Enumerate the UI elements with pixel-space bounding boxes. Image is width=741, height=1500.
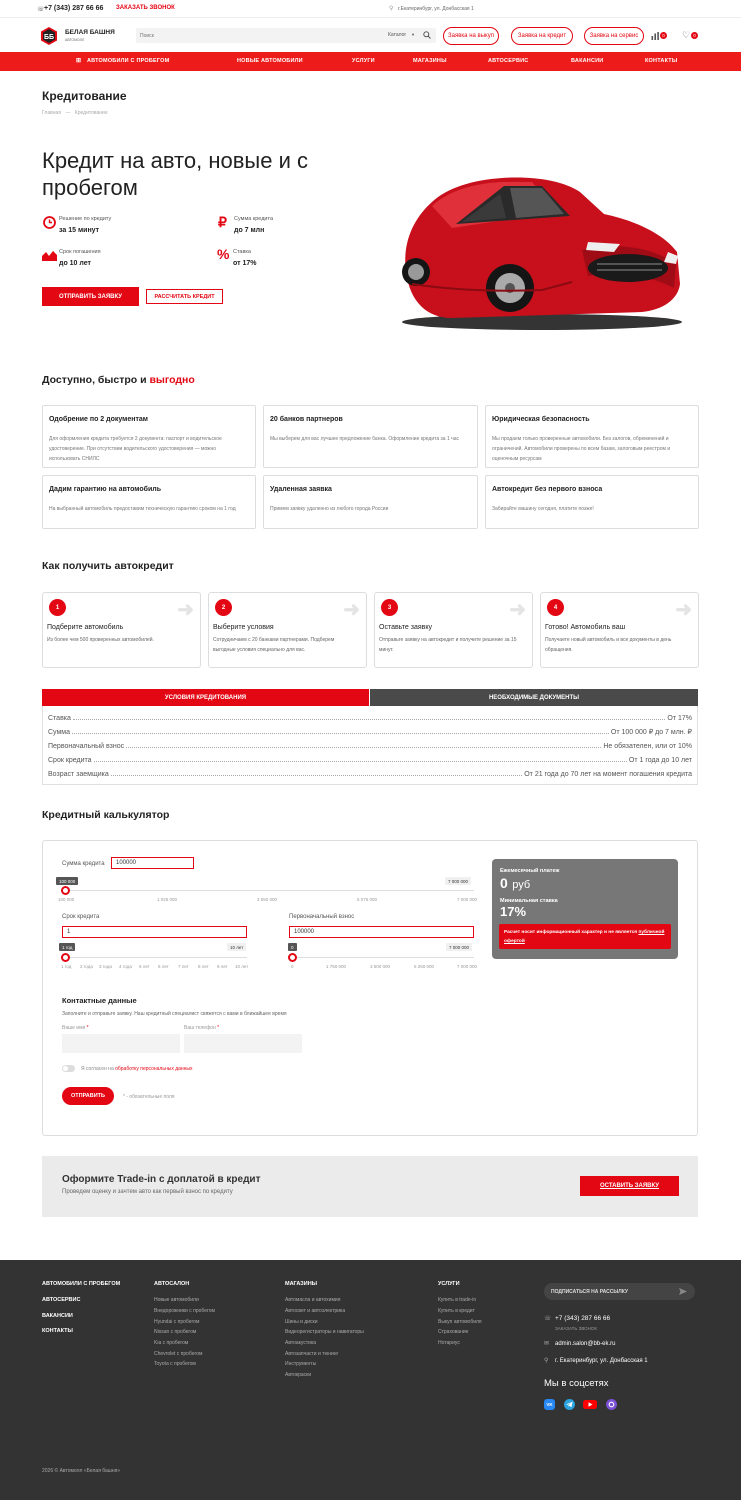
down-tick: 1 750 000 [326, 964, 347, 969]
feature-decision-label: Решение по кредиту [59, 216, 112, 222]
nav-new-cars[interactable]: НОВЫЕ АВТОМОБИЛИ [237, 58, 303, 64]
breadcrumb-current: Кредитование [74, 110, 108, 116]
nav-used-cars[interactable]: АВТОМОБИЛИ С ПРОБЕГОМ [87, 58, 170, 64]
sum-min-tag: 100 000 [56, 877, 78, 885]
tab-required-documents[interactable]: НЕОБХОДИМЫЕ ДОКУМЕНТЫ [370, 689, 698, 706]
sum-label: Сумма кредита [62, 861, 105, 867]
down-payment-input[interactable]: 100000 [289, 926, 474, 938]
footer-link[interactable]: Видеорегистраторы и навигаторы [285, 1329, 364, 1335]
breadcrumb [42, 110, 108, 116]
subscribe-label: ПОДПИСАТЬСЯ НА РАССЫЛКУ [551, 1289, 629, 1295]
footer-link[interactable]: Купить в trade-in [438, 1297, 477, 1303]
benefit-card-text: Забирайте машину сегодня, платите позже! [492, 506, 594, 512]
down-min-tag: 0 [288, 943, 297, 951]
vk-icon-text: VK [546, 1402, 553, 1407]
term-slider-handle[interactable] [61, 953, 70, 962]
heart-icon[interactable]: ♡ [682, 30, 691, 40]
benefit-card-title: Удаленная заявка [270, 486, 332, 493]
step-title: Готово! Автомобиль ваш [545, 624, 626, 631]
feature-term-value: до 10 лет [59, 260, 91, 267]
min-rate-label: Минимальная ставка [500, 898, 558, 904]
footer-link[interactable]: Hyundai с пробегом [154, 1319, 200, 1325]
footer-email[interactable]: admin.salon@bb-ek.ru [555, 1341, 616, 1347]
copyright: 2026 © Автомолл «Белая башня» [42, 1468, 121, 1474]
footer-link-contacts[interactable]: КОНТАКТЫ [42, 1328, 73, 1334]
vk-icon[interactable] [544, 1399, 555, 1410]
submit-button[interactable]: ОТПРАВИТЬ [62, 1087, 114, 1105]
monthly-payment-unit: руб [512, 879, 531, 891]
term-tick: 1 год [61, 964, 72, 969]
tradein-text: Проведем оценку и зачтем авто как первый взнос по кредиту [62, 1189, 233, 1195]
required-asterisk: * [86, 1025, 89, 1031]
public-offer-link[interactable]: публичной офертой [504, 930, 665, 944]
term-tick: 9 лет [217, 964, 228, 969]
step-text: Из более чем 500 проверенных автомобилей. [47, 637, 154, 643]
condition-row [48, 738, 692, 750]
term-tick: 6 лет [158, 964, 169, 969]
search-box [136, 28, 436, 43]
step-card [208, 592, 367, 668]
step-text: Отправьте заявку на автокредит и получите решение за 15 минут. [379, 637, 517, 653]
send-request-button[interactable]: ОТПРАВИТЬ ЗАЯВКУ [42, 287, 139, 306]
buyout-request-button[interactable]: Заявка на выкуп [443, 27, 499, 45]
logo-mark-text: ББ [43, 34, 55, 41]
benefit-card-title: 20 банков партнеров [270, 416, 343, 423]
tab-credit-conditions[interactable]: УСЛОВИЯ КРЕДИТОВАНИЯ [42, 689, 369, 706]
footer-link[interactable]: Chevrolet с пробегом [154, 1351, 203, 1357]
condition-key: Срок кредита [48, 757, 92, 764]
name-label-text: Ваше имя [62, 1025, 86, 1031]
hero-title-line1: Кредит на авто, новые и с [42, 148, 308, 173]
offer-disclaimer-text: Расчет носит информационный характер и не является [504, 930, 639, 935]
telegram-icon[interactable] [564, 1399, 575, 1410]
footer-phone-icon: ☏ [544, 1316, 552, 1322]
footer-link[interactable]: Автомасла и автохимия [285, 1297, 341, 1303]
footer-col-autosalon-title: АВТОСАЛОН [154, 1281, 190, 1287]
messenger-icon[interactable] [606, 1399, 617, 1410]
sum-tick: 100 000 [58, 897, 75, 902]
logo[interactable] [40, 27, 115, 45]
step-number: 3 [381, 599, 398, 616]
benefit-card [42, 475, 256, 529]
footer-col-services-title: УСЛУГИ [438, 1281, 460, 1287]
footer-col-shops-title: МАГАЗИНЫ [285, 1281, 318, 1287]
down-tick: 3 500 000 [370, 964, 391, 969]
footer-link[interactable]: Nissan с пробегом [154, 1329, 197, 1335]
down-payment-label: Первоначальный взнос [289, 914, 355, 920]
footer-link[interactable]: Автоакустика [285, 1340, 317, 1346]
term-min-tag: 1 год [59, 943, 75, 951]
phone-label [184, 1025, 219, 1031]
sum-input[interactable]: 100000 [111, 857, 194, 869]
search-icon[interactable] [423, 31, 431, 39]
term-slider-track [62, 957, 247, 958]
toggle-knob [63, 1066, 68, 1071]
location-icon: ⚲ [389, 6, 394, 12]
social-title: Мы в соцсетях [544, 1378, 609, 1389]
benefit-card-text: На выбранный автомобиль предоставим техническую гарантию сроком на 1 год [49, 506, 236, 512]
min-rate-value: 17% [500, 904, 527, 919]
condition-value: Не обязателен, или от 10% [603, 743, 692, 750]
send-icon[interactable] [679, 1288, 687, 1295]
red-car-image [392, 172, 682, 332]
term-tick: 3 года [99, 964, 112, 969]
monthly-payment-value [500, 875, 530, 893]
step-card [374, 592, 533, 668]
consent-toggle[interactable] [62, 1065, 75, 1072]
benefit-card [263, 475, 478, 529]
condition-row [48, 710, 692, 722]
footer-link[interactable]: Toyota с пробегом [154, 1361, 196, 1367]
condition-key: Возраст заемщика [48, 771, 109, 778]
ruble-icon: ₽ [218, 214, 227, 230]
search-input[interactable] [140, 30, 370, 41]
name-label [62, 1025, 89, 1031]
footer-link[interactable]: Автокраски [285, 1372, 312, 1378]
favorites-count-badge: 0 [691, 32, 698, 39]
benefit-card-text: Мы выберем для вас лучшее предложение банка. Оформление кредита за 1 час [270, 436, 460, 442]
feature-sum-value: до 7 млн [234, 227, 265, 234]
step-number: 1 [49, 599, 66, 616]
term-input[interactable]: 1 [62, 926, 247, 938]
condition-value: От 1 года до 10 лет [628, 757, 692, 764]
monthly-payment-label: Ежемесячный платеж [500, 868, 560, 874]
top-divider [0, 17, 741, 18]
service-request-button[interactable]: Заявка на сервис [584, 27, 644, 45]
nav-contacts[interactable]: КОНТАКТЫ [645, 58, 678, 64]
catalog-select[interactable]: Каталог [388, 32, 407, 38]
step-text: Получаете новый автомобиль и все документы в день обращения. [545, 637, 672, 653]
arrow-right-icon: ➜ [343, 599, 360, 621]
footer-link[interactable]: Купить в кредит [438, 1308, 475, 1314]
footer-link[interactable]: Инструменты [285, 1361, 317, 1367]
condition-key: Первоначальный взнос [48, 743, 125, 750]
chart-area-icon [42, 250, 57, 261]
footer-link[interactable]: Новые автомобили [154, 1297, 199, 1303]
footer-link[interactable]: Автосвет и автоэлектрика [285, 1308, 346, 1314]
sum-max-tag: 7 000 000 [445, 877, 471, 885]
sum-slider-track [62, 890, 474, 891]
nav-grid-icon: ⊞ [76, 58, 82, 64]
nav-services[interactable]: УСЛУГИ [352, 58, 375, 64]
footer-link-autoservice[interactable]: АВТОСЕРВИС [42, 1297, 81, 1303]
footer-link[interactable]: Нотариус [438, 1340, 460, 1346]
step-title: Выберите условия [213, 624, 274, 631]
condition-value: От 17% [667, 715, 692, 722]
step-title: Оставьте заявку [379, 624, 433, 631]
term-tick: 7 лет [178, 964, 189, 969]
benefit-card [485, 475, 699, 529]
term-tick: 10 лет [235, 964, 249, 969]
phone-icon: ☏ [37, 7, 45, 13]
nav-shops[interactable]: МАГАЗИНЫ [413, 58, 447, 64]
step-title: Подберите автомобиль [47, 624, 124, 631]
term-tick: 5 лет [139, 964, 150, 969]
condition-row [48, 766, 692, 778]
sum-tick: 7 000 000 [457, 897, 478, 902]
footer-location-icon: ⚲ [544, 1358, 549, 1364]
condition-value: От 21 года до 70 лет на момент погашения кредита [524, 771, 692, 778]
logo-title: БЕЛАЯ БАШНЯ [65, 29, 115, 36]
header-address: г.Екатеринбург, ул. Донбасская 1 [398, 6, 474, 12]
benefit-card-text: Мы продаем только проверенные автомобили. Без залогов, обременений и ограничений. Автомобили проверены по всем базам, залоговым реестром и оценочным ресурсам [492, 436, 671, 462]
main-nav [0, 52, 741, 71]
feature-sum-label: Сумма кредита [234, 216, 274, 222]
youtube-icon[interactable] [583, 1399, 597, 1410]
footer-phone[interactable]: +7 (343) 287 66 66 [555, 1315, 611, 1322]
breadcrumb-separator: — [65, 110, 71, 116]
term-label: Срок кредита [62, 914, 100, 920]
footer-link-vacancies[interactable]: ВАКАНСИИ [42, 1313, 73, 1319]
calc-result-box [492, 859, 678, 959]
consent-text [81, 1066, 193, 1072]
phone-field[interactable] [184, 1034, 302, 1053]
compare-icon[interactable] [651, 32, 660, 40]
tradein-request-button[interactable]: ОСТАВИТЬ ЗАЯВКУ [580, 1176, 679, 1196]
benefit-card [263, 405, 478, 468]
term-tick: 4 года [119, 964, 132, 969]
compare-count-badge: 0 [660, 32, 667, 39]
logo-subtitle: АВТОМОЛЛ [65, 38, 85, 42]
sum-tick: 3 550 000 [257, 897, 278, 902]
name-field[interactable] [62, 1034, 180, 1053]
nav-autoservice[interactable]: АВТОСЕРВИС [488, 58, 529, 64]
step-card [540, 592, 699, 668]
benefits-title-accent: выгодно [149, 374, 195, 386]
contacts-hint: Заполните и отправьте заявку. Наш кредитный специалист свяжется с вами в ближайшее время [62, 1011, 287, 1017]
condition-row [48, 724, 692, 736]
feature-term-label: Срок погашения [59, 249, 101, 255]
benefit-card-title: Дадим гарантию на автомобиль [49, 486, 162, 493]
chevron-down-icon: ▼ [411, 32, 415, 37]
arrow-right-icon: ➜ [675, 599, 692, 621]
step-number: 4 [547, 599, 564, 616]
calculator-title: Кредитный калькулятор [42, 809, 170, 821]
sum-tick: 1 025 000 [157, 897, 178, 902]
arrow-right-icon: ➜ [177, 599, 194, 621]
down-tick: 7 000 000 [457, 964, 478, 969]
offer-disclaimer [499, 924, 671, 949]
term-tick: 8 лет [198, 964, 209, 969]
arrow-right-icon: ➜ [509, 599, 526, 621]
benefit-card-text: Примем заявку удаленно из любого города России [270, 506, 389, 512]
footer-link[interactable]: Kia с пробегом [154, 1340, 189, 1346]
benefit-card-title: Одобрение по 2 документам [49, 416, 148, 423]
hero-title-line2: пробегом [42, 175, 138, 200]
monthly-payment-amount: 0 [500, 875, 508, 891]
sum-slider-handle[interactable] [61, 886, 70, 895]
down-tick: 0 [291, 964, 294, 969]
down-tick: 5 250 000 [414, 964, 435, 969]
footer-address: г. Екатеринбург, ул. Донбасская 1 [555, 1358, 648, 1364]
required-asterisk: * [217, 1025, 220, 1031]
footer-link[interactable]: Автозапчасти и тюнинг [285, 1351, 339, 1357]
breadcrumb-home[interactable]: Главная [42, 110, 62, 116]
footer-callback[interactable]: ЗАКАЗАТЬ ЗВОНОК [555, 1326, 598, 1331]
calculate-credit-button[interactable]: РАССЧИТАТЬ КРЕДИТ [146, 289, 223, 304]
subscribe-field[interactable] [544, 1283, 695, 1300]
benefit-card-title: Юридическая безопасность [492, 416, 590, 423]
benefits-title-prefix: Доступно, быстро и [42, 374, 150, 386]
feature-rate-label: Ставка [233, 249, 251, 255]
percent-icon: % [217, 246, 230, 262]
clock-icon [43, 216, 56, 229]
benefit-card [42, 405, 256, 468]
steps-title: Как получить автокредит [42, 560, 174, 572]
feature-rate-value: от 17% [233, 260, 257, 267]
step-card [42, 592, 201, 668]
step-text: Сотрудничаем с 20 банками партнерами. Подберем выгодные условия специально для вас. [213, 637, 335, 653]
condition-value: От 100 000 ₽ до 7 млн. ₽ [610, 729, 692, 736]
page-title: Кредитование [42, 89, 127, 103]
condition-key: Ставка [48, 715, 71, 722]
nav-vacancies[interactable]: ВАКАНСИИ [571, 58, 604, 64]
benefit-card-title: Автокредит без первого взноса [492, 486, 603, 493]
header-phone[interactable]: +7 (343) 287 66 66 [44, 5, 104, 12]
condition-row [48, 752, 692, 764]
feature-decision-value: за 15 минут [59, 227, 100, 234]
footer-link[interactable]: Внедорожники с пробегом [154, 1308, 215, 1314]
benefit-card [485, 405, 699, 468]
required-fields-note: * - обязательные поля [123, 1094, 175, 1100]
term-tick: 2 года [80, 964, 93, 969]
down-slider-track [291, 957, 474, 958]
term-max-tag: 10 лет [227, 943, 246, 951]
step-number: 2 [215, 599, 232, 616]
footer-link[interactable]: Страхование [438, 1329, 469, 1335]
footer [0, 1260, 741, 1500]
tradein-title: Оформите Trade-in с доплатой в кредит [62, 1174, 261, 1185]
footer-link[interactable]: Шины и диски [285, 1319, 318, 1325]
credit-request-button[interactable]: Заявка на кредит [511, 27, 573, 45]
phone-label-text: Ваш телефон [184, 1025, 216, 1031]
benefit-card-text: Для оформления кредита требуется 2 документа: паспорт и водительское удостоверение. При отсутствии водительского удостоверения — можно использовать СНИЛС [49, 436, 222, 462]
condition-key: Сумма [48, 729, 70, 736]
benefits-title [42, 374, 195, 386]
logo-mark-icon [40, 27, 58, 45]
personal-data-link[interactable]: обработку персональных данных [115, 1066, 193, 1072]
footer-link-used-cars[interactable]: АВТОМОБИЛИ С ПРОБЕГОМ [42, 1281, 121, 1287]
down-slider-handle[interactable] [288, 953, 297, 962]
footer-link[interactable]: Выкуп автомобиля [438, 1319, 482, 1325]
email-icon: ✉ [544, 1341, 550, 1347]
contacts-title: Контактные данные [62, 996, 137, 1005]
consent-prefix: Я согласен на [81, 1066, 116, 1072]
callback-link[interactable]: ЗАКАЗАТЬ ЗВОНОК [116, 5, 175, 11]
down-max-tag: 7 000 000 [446, 943, 472, 951]
sum-tick: 5 075 000 [357, 897, 378, 902]
